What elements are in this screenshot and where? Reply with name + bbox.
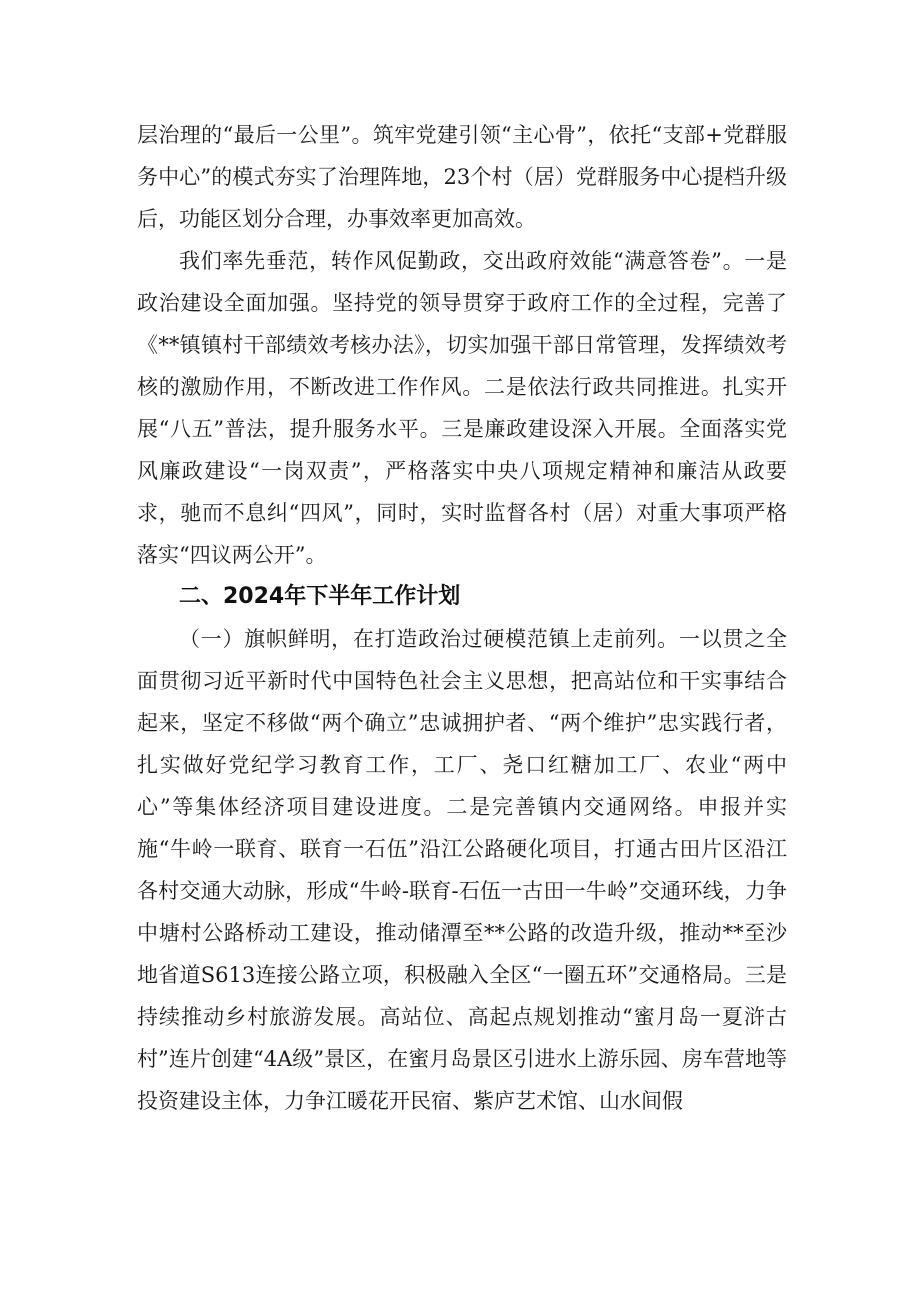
paragraph-government-efficiency: 我们率先垂范，转作风促勤政，交出政府效能“满意答卷”。一是政治建设全面加强。坚持党的领导贯穿于政府工作的全过程，完善了《**镇镇村干部绩效考核办法》，切实加强干部日常管理，发挥绩效考核的激励作用，不断改进工作作风。二是依法行政共同推进。扎实开展“八五”普法，提升服务水平。三是廉政建设深入开展。全面落实党风廉政建设“一岗双责”，严格落实中央八项规定精神和廉洁从政要求，驰而不息纠“四风”，同时，实时监督各村（居）对重大事项严格落实“四议两公开”。: [137, 249, 787, 567]
section-heading-work-plan: 二、2024年下半年工作计划: [179, 584, 461, 609]
paragraph-governance-continued: 层治理的“最后一公里”。筑牢党建引领“主心骨”，依托“支部+党群服务中心”的模式夯实了治理阵地，23个村（居）党群服务中心提档升级后，功能区划分合理，办事效率更加高效。: [137, 123, 787, 231]
document-body: [137, 114, 787, 1122]
paragraph-political-model-town: （一）旗帜鲜明，在打造政治过硬模范镇上走前列。一以贯之全面贯彻习近平新时代中国特色社会主义思想，把高站位和干实事结合起来，坚定不移做“两个确立”忠诚拥护者、“两个维护”忠实践行者，扎实做好党纪学习教育工作，工厂、尧口红糖加工厂、农业“两中心”等集体经济项目建设进度。二是完善镇内交通网络。申报并实施“牛岭一联育、联育一石伍”沿江公路硬化项目，打通古田片区沿江各村交通大动脉，形成“牛岭-联育-石伍一古田一牛岭”交通环线，力争中塘村公路桥动工建设，推动储潭至**公路的改造升级，推动**至沙地省道S613连接公路立项，积极融入全区“一圈五环”交通格局。三是持续推动乡村旅游发展。高站位、高起点规划推动“蜜月岛一夏浒古村”连片创建“4A级”景区，在蜜月岛景区引进水上游乐园、房车营地等投资建设主体，力争江暖花开民宿、紫庐艺术馆、山水间假: [137, 627, 787, 1113]
